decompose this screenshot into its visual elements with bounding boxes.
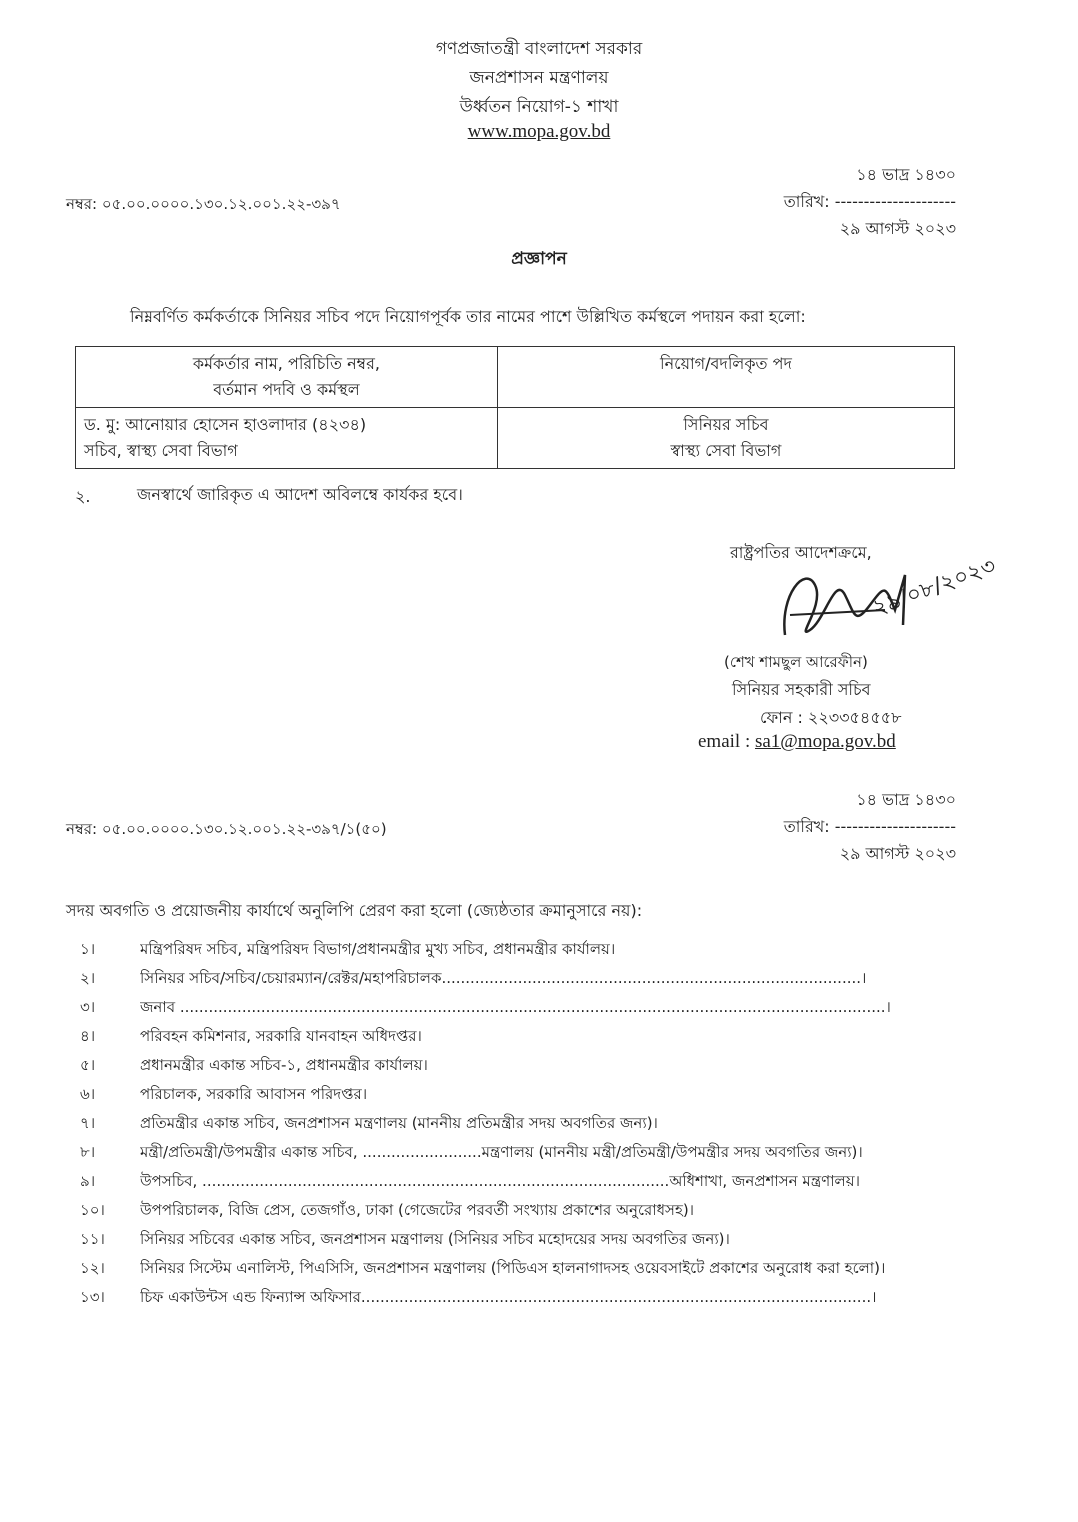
cc-item-text: পরিচালক, সরকারি আবাসন পরিদপ্তর। bbox=[140, 1085, 368, 1103]
cc-list-item bbox=[80, 1110, 960, 1139]
header-officer-line2: বর্তমান পদবি ও কর্মস্থল bbox=[213, 380, 360, 399]
table-header-row bbox=[76, 347, 955, 408]
presidential-order: রাষ্ট্রপতির আদেশক্রমে, bbox=[730, 543, 872, 562]
handwritten-date: ২৯/০৮/২০২৩ bbox=[869, 553, 1000, 622]
date-english-2: ২৯ আগস্ট ২০২৩ bbox=[839, 844, 956, 863]
website-link[interactable]: www.mopa.gov.bd bbox=[467, 121, 611, 142]
date-label: তারিখ: --------------------- bbox=[783, 192, 956, 211]
new-post-cell bbox=[497, 408, 954, 469]
cc-list bbox=[80, 936, 960, 1313]
cc-item-number: ২। bbox=[80, 969, 96, 987]
cc-list-item bbox=[80, 1052, 960, 1081]
cc-item-text: মন্ত্রী/প্রতিমন্ত্রী/উপমন্ত্রীর একান্ত সচিব, .........................মন্ত্রণালয় (মাননীয় মন্ত্রী/প্রতিমন্ত্রী/উপমন্ত্রীর সদয় অবগতির জন্য)। bbox=[140, 1143, 863, 1161]
para-2-number: ২. bbox=[75, 487, 91, 506]
cc-list-item bbox=[80, 1081, 960, 1110]
officer-cell bbox=[76, 408, 498, 469]
cc-item-number: ১। bbox=[80, 940, 96, 958]
table-row bbox=[76, 408, 955, 469]
signatory-designation: সিনিয়র সহকারী সচিব bbox=[732, 680, 871, 699]
memo-number: নম্বর: ০৫.০০.০০০০.১৩০.১২.০০১.২২-৩৯৭ bbox=[66, 195, 341, 213]
new-place: স্বাস্থ্য সেবা বিভাগ bbox=[670, 441, 782, 460]
cc-item-text: জনাব ....................................................................................................................................................। bbox=[140, 998, 891, 1016]
date-bangla-2: ১৪ ভাদ্র ১৪৩০ bbox=[856, 790, 956, 809]
notice-title: প্রজ্ঞাপন bbox=[511, 249, 567, 269]
memo-number-2: নম্বর: ০৫.০০.০০০০.১৩০.১২.০০১.২২-৩৯৭/১(৫০) bbox=[66, 820, 387, 838]
ministry-name: জনপ্রশাসন মন্ত্রণালয় bbox=[469, 68, 609, 88]
cc-item-text: সিনিয়র সচিব/সচিব/চেয়ারম্যান/রেক্টর/মহাপরিচালক........................................................................................। bbox=[140, 969, 867, 987]
cc-item-text: উপপরিচালক, বিজি প্রেস, তেজগাঁও, ঢাকা (গেজেটের পরবর্তী সংখ্যায় প্রকাশের অনুরোধসহ)। bbox=[140, 1201, 695, 1219]
cc-item-text: প্রধানমন্ত্রীর একান্ত সচিব-১, প্রধানমন্ত্রীর কার্যালয়। bbox=[140, 1056, 428, 1074]
header-officer-line1: কর্মকর্তার নাম, পরিচিতি নম্বর, bbox=[192, 354, 380, 373]
cc-item-text: সিনিয়র সচিবের একান্ত সচিব, জনপ্রশাসন মন্ত্রণালয় (সিনিয়র সচিব মহোদয়ের সদয় অবগতির জন্য)। bbox=[140, 1230, 730, 1248]
new-post: সিনিয়র সচিব bbox=[683, 415, 769, 434]
cc-item-text: সিনিয়র সিস্টেম এনালিস্ট, পিএসিসি, জনপ্রশাসন মন্ত্রণালয় (পিডিএস হালনাগাদসহ ওয়েবসাইটে প্রকাশের অনুরোধ করা হলো)। bbox=[140, 1259, 886, 1277]
cc-item-text: উপসচিব, ..................................................................................................অধিশাখা, জনপ্রশাসন মন্ত্রণালয়। bbox=[140, 1172, 860, 1190]
cc-item-number: ৮। bbox=[80, 1143, 96, 1161]
email-label: email : bbox=[698, 731, 755, 752]
date-english: ২৯ আগস্ট ২০২৩ bbox=[839, 219, 956, 238]
cc-list-item bbox=[80, 1168, 960, 1197]
appointment-table bbox=[75, 346, 955, 469]
cc-list-item bbox=[80, 1284, 960, 1313]
cc-item-number: ১২। bbox=[80, 1259, 105, 1277]
cc-item-number: ৩। bbox=[80, 998, 96, 1016]
cc-item-number: ১১। bbox=[80, 1230, 105, 1248]
government-name: গণপ্রজাতন্ত্রী বাংলাদেশ সরকার bbox=[435, 39, 643, 59]
cc-item-text: চিফ একাউন্টস এন্ড ফিন্যান্স অফিসার...........................................................................................................। bbox=[140, 1288, 877, 1306]
cc-item-text: মন্ত্রিপরিষদ সচিব, মন্ত্রিপরিষদ বিভাগ/প্রধানমন্ত্রীর মুখ্য সচিব, প্রধানমন্ত্রীর কার্যালয়। bbox=[140, 940, 616, 958]
cc-list-item bbox=[80, 965, 960, 994]
cc-item-number: ৭। bbox=[80, 1114, 96, 1132]
cc-list-item bbox=[80, 1226, 960, 1255]
cc-list-item bbox=[80, 1139, 960, 1168]
signatory-phone: ফোন : ২২৩৩৫৪৫৫৮ bbox=[760, 708, 902, 727]
cc-item-number: ৫। bbox=[80, 1056, 96, 1074]
cc-list-item bbox=[80, 1023, 960, 1052]
cc-list-item bbox=[80, 936, 960, 965]
cc-item-text: প্রতিমন্ত্রীর একান্ত সচিব, জনপ্রশাসন মন্ত্রণালয় (মাননীয় প্রতিমন্ত্রীর সদয় অবগতির জন্য)। bbox=[140, 1114, 658, 1132]
officer-current-post: সচিব, স্বাস্থ্য সেবা বিভাগ bbox=[84, 441, 238, 460]
officer-name: ড. মু: আনোয়ার হোসেন হাওলাদার (৪২৩৪) bbox=[84, 415, 367, 434]
email-link[interactable]: sa1@mopa.gov.bd bbox=[754, 731, 896, 752]
cc-list-item bbox=[80, 1255, 960, 1284]
date-label-2: তারিখ: --------------------- bbox=[783, 817, 956, 836]
signatory-name: (শেখ শামছুল আরেফীন) bbox=[724, 653, 868, 671]
intro-text: নিম্নবর্ণিত কর্মকর্তাকে সিনিয়র সচিব পদে নিয়োগপূর্বক তার নামের পাশে উল্লিখিত কর্মস্থলে পদায়ন করা হলো: bbox=[130, 307, 806, 326]
cc-item-text: পরিবহন কমিশনার, সরকারি যানবাহন অধিদপ্তর। bbox=[140, 1027, 422, 1045]
cc-list-item bbox=[80, 994, 960, 1023]
cc-item-number: ৪। bbox=[80, 1027, 96, 1045]
para-2-text: জনস্বার্থে জারিকৃত এ আদেশ অবিলম্বে কার্যকর হবে। bbox=[137, 485, 463, 504]
header-new-post: নিয়োগ/বদলিকৃত পদ bbox=[497, 347, 954, 408]
signatory-email-row bbox=[698, 731, 896, 753]
cc-item-number: ১০। bbox=[80, 1201, 105, 1219]
branch-name: উর্ধ্বতন নিয়োগ-১ শাখা bbox=[459, 97, 619, 117]
cc-item-number: ৬। bbox=[80, 1085, 96, 1103]
cc-list-item bbox=[80, 1197, 960, 1226]
cc-item-number: ৯। bbox=[80, 1172, 96, 1190]
cc-intro: সদয় অবগতি ও প্রয়োজনীয় কার্যার্থে অনুলিপি প্রেরণ করা হলো (জ্যেষ্ঠতার ক্রমানুসারে নয়): bbox=[66, 901, 643, 920]
cc-item-number: ১৩। bbox=[80, 1288, 105, 1306]
header-officer bbox=[76, 347, 498, 408]
date-bangla: ১৪ ভাদ্র ১৪৩০ bbox=[856, 165, 956, 184]
